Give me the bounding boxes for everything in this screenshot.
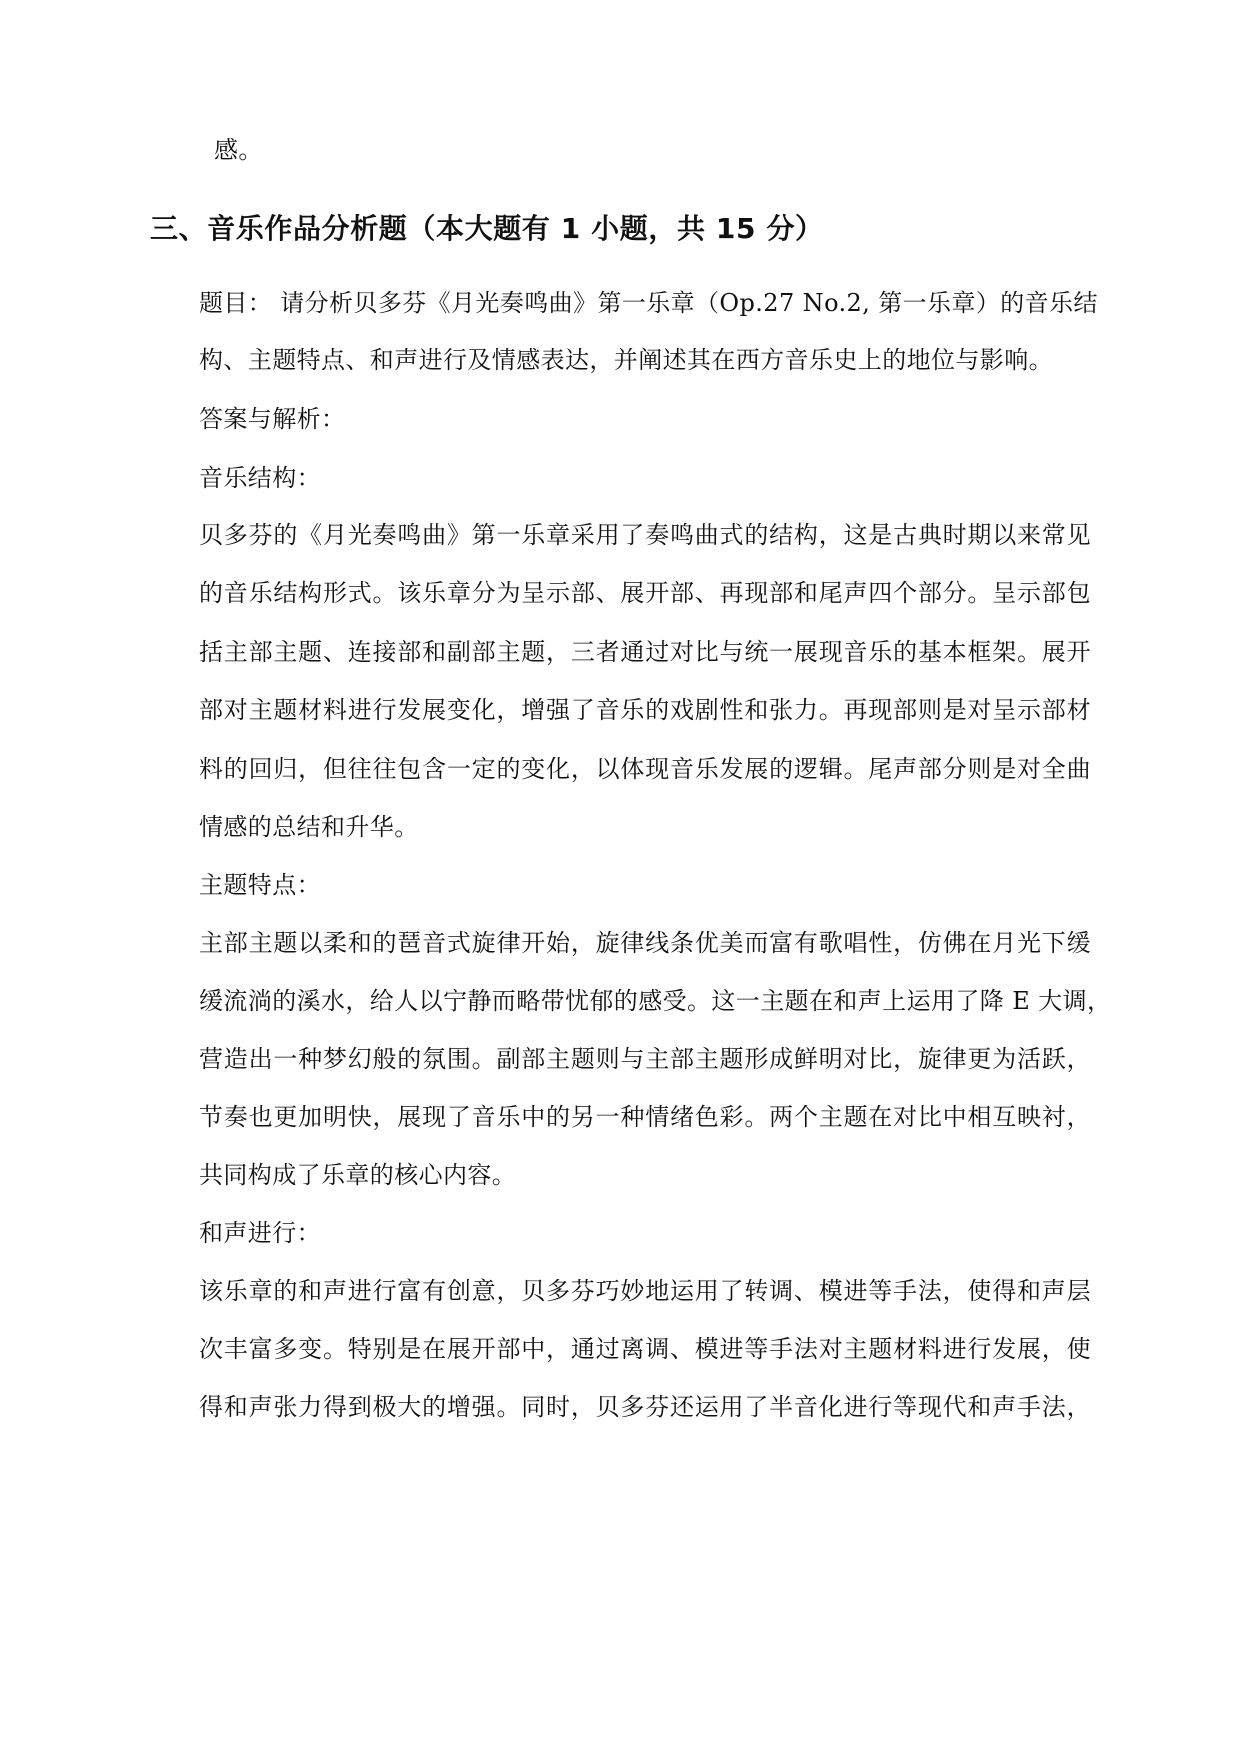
- structure-line: 括主部主题、连接部和副部主题，三者通过对比与统一展现音乐的基本框架。展开: [199, 638, 1091, 666]
- harmony-line: 次丰富多变。特别是在展开部中，通过离调、模进等手法对主题材料进行发展，使: [199, 1335, 1091, 1363]
- answer-label: 答案与解析：: [199, 405, 346, 433]
- question-line-1: 题目： 请分析贝多芬《月光奏鸣曲》第一乐章（Op.27 No.2, 第一乐章）的音乐结: [199, 289, 1098, 317]
- theme-line: 共同构成了乐章的核心内容。: [199, 1161, 517, 1189]
- structure-line: 料的回归，但往往包含一定的变化，以体现音乐发展的逻辑。尾声部分则是对全曲: [199, 755, 1091, 783]
- theme-line: 营造出一种梦幻般的氛围。副部主题则与主部主题形成鲜明对比，旋律更为活跃，: [199, 1045, 1091, 1073]
- structure-line: 的音乐结构形式。该乐章分为呈示部、展开部、再现部和尾声四个部分。呈示部包: [199, 579, 1091, 607]
- theme-line: 节奏也更加明快，展现了音乐中的另一种情绪色彩。两个主题在对比中相互映衬，: [199, 1103, 1091, 1131]
- continuation-text: 感。: [214, 136, 263, 164]
- harmony-line: 得和声张力得到极大的增强。同时，贝多芬还运用了半音化进行等现代和声手法，: [199, 1393, 1091, 1421]
- theme-line: 主部主题以柔和的琶音式旋律开始，旋律线条优美而富有歌唱性，仿佛在月光下缓: [199, 929, 1091, 957]
- harmony-line: 该乐章的和声进行富有创意，贝多芬巧妙地运用了转调、模进等手法，使得和声层: [199, 1277, 1091, 1305]
- structure-line: 部对主题材料进行发展变化，增强了音乐的戏剧性和张力。再现部则是对呈示部材: [199, 696, 1091, 724]
- theme-line: 缓流淌的溪水，给人以宁静而略带忧郁的感受。这一主题在和声上运用了降 E 大调，: [199, 987, 1112, 1015]
- structure-line: 贝多芬的《月光奏鸣曲》第一乐章采用了奏鸣曲式的结构，这是古典时期以来常见: [199, 521, 1091, 549]
- question-line-2: 构、主题特点、和声进行及情感表达，并阐述其在西方音乐史上的地位与影响。: [199, 346, 1053, 374]
- structure-label: 音乐结构：: [199, 464, 321, 492]
- theme-label: 主题特点：: [199, 871, 321, 899]
- section-heading: 三、音乐作品分析题（本大题有 1 小题，共 15 分）: [150, 212, 824, 245]
- structure-line: 情感的总结和升华。: [199, 813, 419, 841]
- harmony-label: 和声进行：: [199, 1219, 321, 1247]
